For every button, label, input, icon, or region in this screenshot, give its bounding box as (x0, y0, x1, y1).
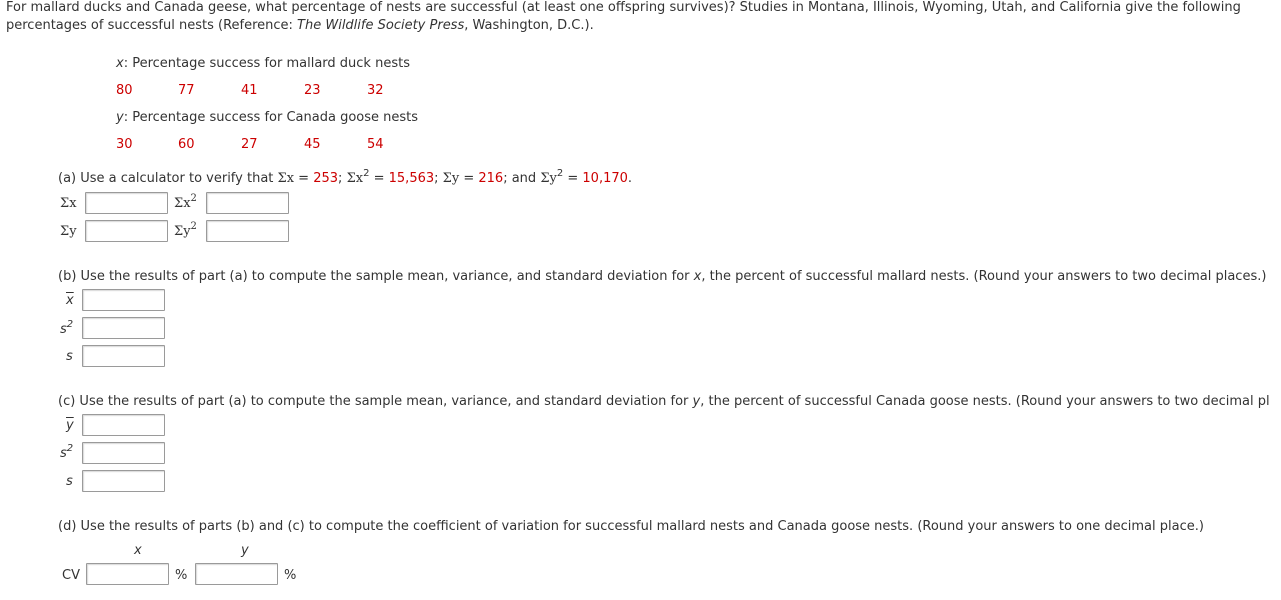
sum-x2-symbol: Σx (346, 171, 364, 186)
eq-3: = (459, 171, 479, 186)
cv-y-input[interactable] (195, 563, 278, 585)
y-variance-input[interactable] (82, 442, 165, 464)
y-sd-label: s (66, 474, 73, 489)
sum-y2-symbol: Σy (540, 171, 557, 186)
x-label-text: : Percentage success for mallard duck nests (123, 56, 410, 71)
y-var: y (116, 110, 124, 125)
sum-y2-label-text: Σy (174, 224, 191, 239)
sum-y2-label-sq: 2 (190, 221, 197, 232)
part-b-text: (b) Use the results of part (a) to compute the sample mean, variance, and standard deviation for (58, 269, 694, 284)
y-variance-s: s (60, 446, 67, 461)
and-text: ; and (503, 171, 541, 186)
x-variance-s: s (60, 322, 67, 337)
sum-y-input[interactable] (85, 220, 168, 242)
intro-prefix: percentages of successful nests (Reference: (6, 18, 298, 33)
sum-x-symbol: Σx (277, 171, 295, 186)
sum-y-value: 216 (478, 171, 504, 186)
y-bar-label: $\overline{y}$ (66, 418, 74, 433)
sum-x2-label-sq: 2 (190, 193, 197, 204)
sum-y2-input[interactable] (206, 220, 289, 242)
eq-4: = (563, 171, 583, 186)
cv-y-unit: % (284, 568, 297, 583)
cv-row-label: CV (62, 568, 80, 583)
sum-y2-label (174, 221, 197, 241)
x-value-2: 77 (178, 83, 195, 98)
sum-x2-label (174, 193, 197, 213)
intro-line-2 (6, 18, 594, 34)
x-bar-input[interactable] (82, 289, 165, 311)
sep-2: ; (434, 171, 443, 186)
y-bar-input[interactable] (82, 414, 165, 436)
sq-2: 2 (556, 168, 564, 179)
x-value-5: 32 (367, 83, 384, 98)
x-value-4: 23 (304, 83, 321, 98)
sum-x-value: 253 (313, 171, 339, 186)
sum-x2-input[interactable] (206, 192, 289, 214)
y-sd-input[interactable] (82, 470, 165, 492)
x-sd-label: s (66, 349, 73, 364)
eq-2: = (369, 171, 389, 186)
sq-1: 2 (363, 168, 370, 179)
intro-suffix: , Washington, D.C.). (464, 18, 594, 33)
end-dot: . (627, 171, 633, 186)
y-label-text: : Percentage success for Canada goose nests (123, 110, 419, 125)
part-d-prompt: (d) Use the results of parts (b) and (c) to compute the coefficient of variation for successful mallard nests and Canada goose nests. (Round your answers to one decimal place.) (58, 519, 1204, 534)
x-value-1: 80 (116, 83, 133, 98)
sum-y-symbol: Σy (442, 171, 460, 186)
cv-x-unit: % (175, 568, 188, 583)
sum-x2-label-text: Σx (174, 196, 191, 211)
part-a-prefix: (a) Use a calculator to verify that (58, 171, 278, 186)
x-var: x (116, 56, 124, 71)
x-variance-input[interactable] (82, 317, 165, 339)
cv-col-y: y (241, 543, 249, 558)
sum-y2-value: 10,170 (582, 171, 628, 186)
sum-x2-value: 15,563 (388, 171, 435, 186)
y-value-1: 30 (116, 137, 133, 152)
cv-col-x: x (134, 543, 142, 558)
y-value-5: 54 (367, 137, 384, 152)
x-variance-sq: 2 (66, 319, 74, 330)
intro-source: The Wildlife Society Press (297, 18, 465, 33)
x-sd-input[interactable] (82, 345, 165, 367)
eq-1: = (294, 171, 314, 186)
sum-x-label: Σx (60, 196, 77, 211)
part-a-prompt (58, 168, 633, 188)
cv-x-input[interactable] (86, 563, 169, 585)
x-variance-label (60, 319, 74, 339)
part-b-suffix: , the percent of successful mallard nests. (Round your answers to two decimal places.) (701, 269, 1267, 284)
sep-1: ; (338, 171, 347, 186)
x-data-label (116, 56, 410, 72)
x-bar-label: $\overline{x}$ (66, 293, 74, 308)
part-c-suffix: , the percent of successful Canada goose nests. (Round your answers to two decimal pl (700, 394, 1270, 409)
y-variance-sq: 2 (66, 443, 74, 454)
x-value-3: 41 (241, 83, 258, 98)
y-value-2: 60 (178, 137, 195, 152)
y-value-3: 27 (241, 137, 258, 152)
intro-line-1: For mallard ducks and Canada geese, what percentage of nests are successful (at least one offspring survives)? Studies in Montana, Illinois, Wyoming, Utah, and California give the following (6, 0, 1241, 15)
y-variance-label (60, 443, 74, 463)
y-value-4: 45 (304, 137, 321, 152)
part-b-prompt (58, 269, 1266, 285)
part-b-var: x (693, 269, 702, 284)
y-data-label (116, 110, 418, 126)
part-c-text: (c) Use the results of part (a) to compute the sample mean, variance, and standard deviation for (58, 394, 693, 409)
sum-y-label: Σy (60, 224, 77, 239)
part-c-var: y (692, 394, 701, 409)
sum-x-input[interactable] (85, 192, 168, 214)
part-c-prompt (58, 394, 1270, 410)
